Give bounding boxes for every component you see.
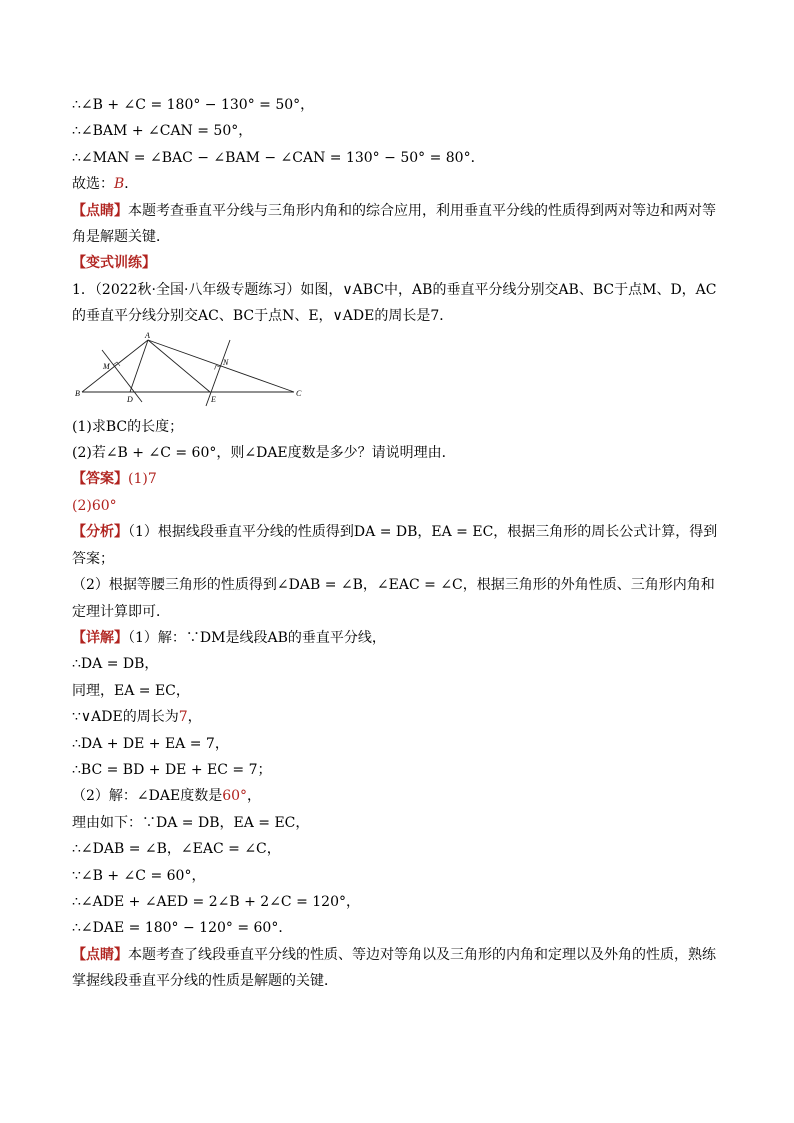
analysis-text-1: （1）根据线段垂直平分线的性质得到DA = DB，EA = EC，根据三角形的周长公式计算，得到答案； bbox=[72, 524, 718, 567]
detail-text-1: （1）解：∵DM是线段AB的垂直平分线， bbox=[128, 629, 386, 646]
segment-ae bbox=[148, 340, 210, 392]
analysis-2: （2）根据等腰三角形的性质得到∠DAB = ∠B，∠EAC = ∠C，根据三角形的外角性质、三角形内角和定理计算即可． bbox=[72, 577, 715, 620]
triangle-diagram bbox=[72, 332, 312, 410]
analysis-1 bbox=[72, 519, 722, 572]
detail-7-text: （2）解：∠DAE度数是 bbox=[72, 788, 223, 805]
analysis-tag: 【分析】 bbox=[72, 524, 128, 541]
perimeter-value: 7 bbox=[178, 709, 188, 726]
commentary-2 bbox=[72, 942, 722, 995]
label-n: N bbox=[223, 357, 229, 367]
choice-line bbox=[72, 171, 722, 197]
problem-statement: 1．（2022秋·全国·八年级专题练习）如图，∨ABC中，AB的垂直平分线分别交AB、BC于点M、D，AC的垂直平分线分别交AC、BC于点N、E，∨ADE的周长是7． bbox=[72, 281, 717, 325]
question-2: (2)若∠B + ∠C = 60°，则∠DAE度数是多少？请说明理由． bbox=[72, 445, 456, 462]
solution-line-2: ∴∠BAM + ∠CAN = 50°， bbox=[72, 123, 253, 140]
commentary-tag: 【点睛】 bbox=[72, 202, 128, 219]
choice-suffix: ． bbox=[124, 176, 139, 193]
angle-value: 60° bbox=[222, 788, 248, 805]
label-d: D bbox=[127, 394, 133, 404]
detail-10: ∵∠B + ∠C = 60°， bbox=[72, 867, 206, 884]
solution-line-1: ∴∠B + ∠C = 180° − 130° = 50°， bbox=[72, 97, 315, 113]
question-1: (1)求BC的长度； bbox=[72, 418, 184, 435]
answer-line-1 bbox=[72, 466, 722, 492]
detail-8: 理由如下：∵DA = DB，EA = EC， bbox=[72, 814, 310, 831]
label-a: A bbox=[145, 331, 150, 340]
detail-4 bbox=[72, 704, 722, 730]
bisector-ac bbox=[206, 340, 230, 406]
solution-line-3: ∴∠MAN = ∠BAC − ∠BAM − ∠CAN = 130° − 50° = 80°． bbox=[72, 149, 485, 166]
detail-3: 同理，EA = EC， bbox=[72, 682, 190, 699]
choice-value: B bbox=[114, 176, 125, 193]
detail-4-text: ∵∨ADE的周长为 bbox=[72, 709, 179, 726]
commentary-2-tag: 【点睛】 bbox=[72, 946, 128, 963]
detail-11: ∴∠ADE + ∠AED = 2∠B + 2∠C = 120°， bbox=[72, 893, 360, 910]
answer-tag: 【答案】 bbox=[72, 471, 128, 488]
detail-tag: 【详解】 bbox=[72, 629, 128, 646]
document-page bbox=[72, 92, 722, 995]
commentary-1 bbox=[72, 198, 722, 251]
commentary-2-text: 本题考查了线段垂直平分线的性质、等边对等角以及三角形的内角和定理以及外角的性质，熟练掌握线段垂直平分线的性质是解题的关键． bbox=[72, 946, 716, 990]
detail-4-suffix: ， bbox=[187, 709, 202, 726]
detail-5: ∴DA + DE + EA = 7， bbox=[72, 735, 229, 752]
triangle-figure bbox=[72, 332, 722, 410]
detail-1 bbox=[72, 625, 722, 651]
answer-2: (2)60° bbox=[72, 497, 117, 514]
detail-7 bbox=[72, 783, 722, 809]
side-ab bbox=[82, 340, 148, 392]
detail-9: ∴∠DAB = ∠B，∠EAC = ∠C， bbox=[72, 841, 281, 858]
detail-7-suffix: ， bbox=[247, 788, 262, 805]
answer-1: (1)7 bbox=[128, 471, 157, 488]
label-b: B bbox=[75, 388, 80, 398]
label-c: C bbox=[296, 388, 302, 398]
detail-2: ∴DA = DB， bbox=[72, 656, 159, 673]
commentary-text: 本题考查垂直平分线与三角形内角和的综合应用，利用垂直平分线的性质得到两对等边和两对等角是解题关键． bbox=[72, 202, 716, 246]
choice-prefix: 故选： bbox=[72, 176, 114, 193]
detail-12: ∴∠DAE = 180° − 120° = 60°． bbox=[72, 920, 293, 937]
segment-ad bbox=[130, 340, 148, 392]
variant-heading: 【变式训练】 bbox=[72, 255, 156, 272]
label-e: E bbox=[211, 394, 216, 404]
detail-6: ∴BC = BD + DE + EC = 7； bbox=[72, 761, 272, 778]
label-m: M bbox=[103, 361, 110, 371]
